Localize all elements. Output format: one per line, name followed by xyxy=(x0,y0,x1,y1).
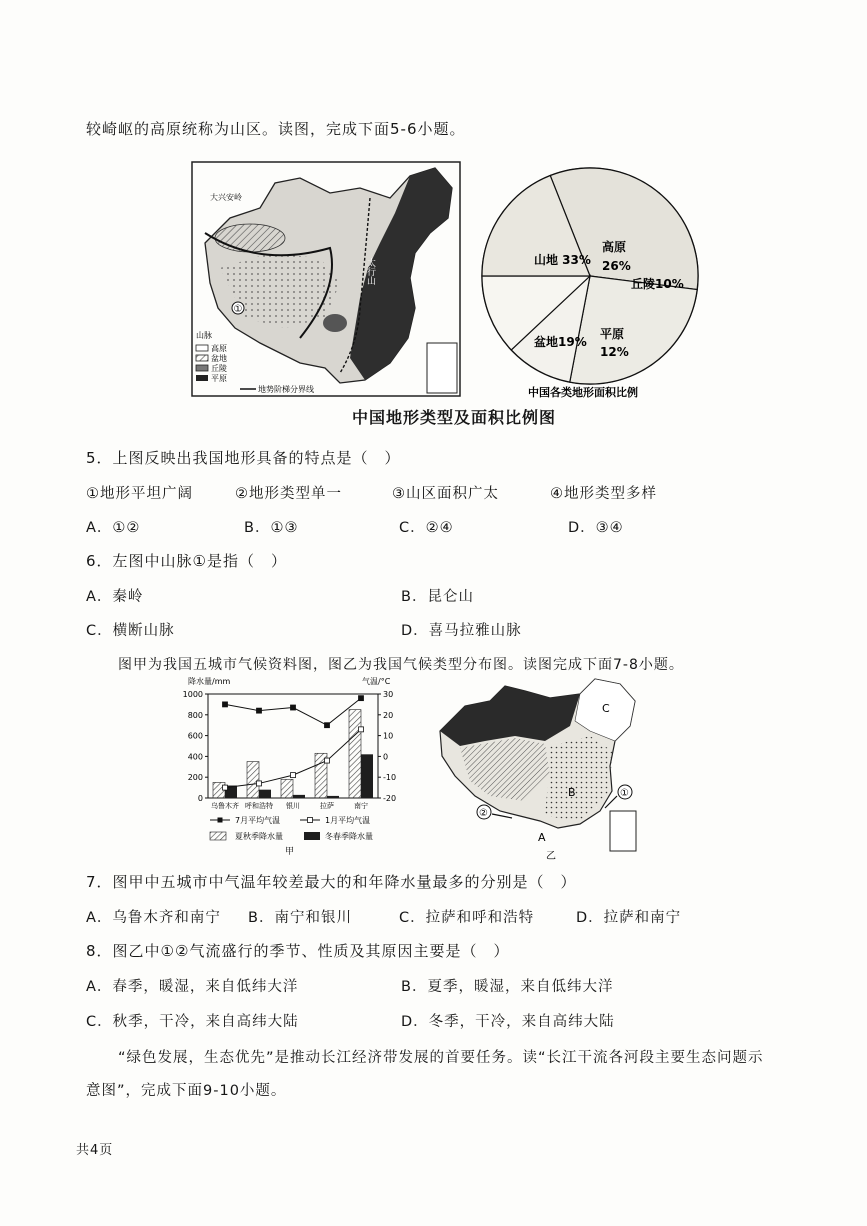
bar-winter-呼和浩特 xyxy=(259,790,271,798)
ytick-right-label: -20 xyxy=(383,794,397,803)
ytick-left-label: 1000 xyxy=(182,690,203,699)
svg-text:12%: 12% xyxy=(600,345,629,359)
map-label-range: 大兴安岭 xyxy=(210,193,242,202)
map-label-taihang: 太行山 xyxy=(365,258,375,285)
svg-text:山脉: 山脉 xyxy=(196,331,212,340)
sichuan-basin xyxy=(323,314,347,332)
q5-stem: 5．上图反映出我国地形具备的特点是（ ） xyxy=(86,449,401,467)
terrain-pie xyxy=(482,168,698,384)
svg-text:地势阶梯分界线: 地势阶梯分界线 xyxy=(258,385,314,394)
q5-option-c[interactable]: C．②④ xyxy=(399,520,454,536)
xtick-label: 银川 xyxy=(286,802,300,810)
intro3-line2: 意图”，完成下面9-10小题。 xyxy=(86,1083,287,1099)
ytick-left-label: 200 xyxy=(187,773,203,783)
ytick-right-label: 30 xyxy=(383,690,394,699)
bar-winter-南宁 xyxy=(361,754,373,798)
q5-statement-2: ②地形类型单一 xyxy=(235,486,342,502)
fig-yi-label: 乙 xyxy=(546,851,556,861)
q7-stem: 7．图甲中五城市中气温年较差最大的和年降水量最多的分别是（ ） xyxy=(86,873,577,891)
ytick-left-label: 800 xyxy=(187,710,203,720)
q6-option-c[interactable]: C．横断山脉 xyxy=(86,623,175,639)
intro-text: 较崎岖的高原统称为山区。读图，完成下面5-6小题。 xyxy=(86,120,466,138)
q8-option-b[interactable]: B．夏季，暖湿，来自低纬大洋 xyxy=(401,979,614,995)
point-7月平均气温 xyxy=(291,705,296,710)
svg-text:平原: 平原 xyxy=(600,327,625,341)
point-7月平均气温 xyxy=(359,696,364,701)
q7-option-a[interactable]: A．乌鲁木齐和南宁 xyxy=(86,910,221,926)
point-1月平均气温 xyxy=(223,785,228,790)
q8-option-a[interactable]: A．春季，暖湿，来自低纬大洋 xyxy=(86,979,299,995)
svg-text:高原: 高原 xyxy=(211,344,227,353)
climate-chart xyxy=(180,676,410,856)
q7-option-d[interactable]: D．拉萨和南宁 xyxy=(576,910,682,926)
svg-text:26%: 26% xyxy=(602,259,631,273)
bar-winter-拉萨 xyxy=(327,796,339,798)
q5-statement-3: ③山区面积广太 xyxy=(392,486,499,502)
q6-stem: 6．左图中山脉①是指（ ） xyxy=(86,552,287,570)
line-7月平均气温 xyxy=(225,698,361,725)
ytick-left-label: 400 xyxy=(187,752,203,762)
ytick-right-label: 10 xyxy=(383,731,394,741)
map-label-c: C xyxy=(602,702,610,715)
xtick-label: 呼和浩特 xyxy=(245,802,273,810)
chart-legend xyxy=(210,815,373,841)
q5-statement-1: ①地形平坦广阔 xyxy=(86,486,193,502)
south-sea-inset xyxy=(427,343,457,393)
map-marker-1b: ① xyxy=(620,788,629,799)
figure1-caption: 中国地形类型及面积比例图 xyxy=(352,408,557,427)
y-left-title: 降水量/mm xyxy=(188,677,231,686)
ytick-right-label: 0 xyxy=(383,752,389,762)
terrain-figure xyxy=(190,158,710,418)
q5-option-b[interactable]: B．①③ xyxy=(244,520,299,536)
point-7月平均气温 xyxy=(223,702,228,707)
legend-winter-rain: 冬春季降水量 xyxy=(325,832,373,841)
q8-stem: 8．图乙中①②气流盛行的季节、性质及其原因主要是（ ） xyxy=(86,942,510,960)
y-right-title: 气温/°C xyxy=(362,677,391,686)
xtick-label: 拉萨 xyxy=(320,802,334,810)
q5-statement-4: ④地形类型多样 xyxy=(550,486,657,502)
point-7月平均气温 xyxy=(257,708,262,713)
pie-label-basin: 盆地19% xyxy=(534,335,587,349)
q7-option-c[interactable]: C．拉萨和呼和浩特 xyxy=(399,910,535,926)
q5-option-d[interactable]: D．③④ xyxy=(568,520,624,536)
ytick-right-label: 20 xyxy=(383,710,394,720)
pie-slice-高原 xyxy=(570,276,697,384)
q5-option-a[interactable]: A．①② xyxy=(86,520,141,536)
bar-winter-银川 xyxy=(293,795,305,798)
climate-map xyxy=(430,676,645,861)
tarim-basin xyxy=(215,224,285,252)
q8-option-c[interactable]: C．秋季，干冷，来自高纬大陆 xyxy=(86,1014,299,1030)
bar-summer-南宁 xyxy=(349,710,361,798)
svg-text:盆地: 盆地 xyxy=(211,354,227,363)
ytick-left-label: 0 xyxy=(197,794,203,803)
fig-jia-label: 甲 xyxy=(285,847,295,856)
svg-text:平原: 平原 xyxy=(211,374,227,383)
point-1月平均气温 xyxy=(291,773,296,778)
ytick-right-label: -10 xyxy=(383,773,397,783)
xtick-label: 南宁 xyxy=(354,802,368,810)
point-1月平均气温 xyxy=(359,727,364,732)
pie-caption: 中国各类地形面积比例 xyxy=(528,386,638,399)
intro3-line1: “绿色发展，生态优先”是推动长江经济带发展的首要任务。读“长江干流各河段主要生态问题示 xyxy=(118,1050,764,1066)
legend-july: 7月平均气温 xyxy=(235,816,281,825)
point-7月平均气温 xyxy=(325,723,330,728)
q6-option-d[interactable]: D．喜马拉雅山脉 xyxy=(401,623,522,639)
q8-option-d[interactable]: D．冬季，干冷，来自高纬大陆 xyxy=(401,1014,615,1030)
q6-option-a[interactable]: A．秦岭 xyxy=(86,589,144,605)
map-marker-2: ② xyxy=(479,808,488,819)
legend-summer-rain: 夏秋季降水量 xyxy=(235,832,283,841)
point-1月平均气温 xyxy=(325,758,330,763)
q6-option-b[interactable]: B．昆仑山 xyxy=(401,589,474,605)
q7-option-b[interactable]: B．南宁和银川 xyxy=(248,910,352,926)
line-1月平均气温 xyxy=(225,729,361,787)
svg-text:高原: 高原 xyxy=(602,240,627,254)
page-footer: 共4页 xyxy=(76,1143,114,1158)
legend-jan: 1月平均气温 xyxy=(325,816,371,825)
svg-text:丘陵: 丘陵 xyxy=(211,364,227,373)
map-marker-1: ① xyxy=(233,304,243,315)
bar-summer-银川 xyxy=(281,779,293,798)
south-sea-inset-2 xyxy=(610,811,636,851)
ytick-left-label: 600 xyxy=(187,731,203,741)
intro2-text: 图甲为我国五城市气候资料图，图乙为我国气候类型分布图。读图完成下面7-8小题。 xyxy=(118,657,684,673)
xtick-label: 乌鲁木齐 xyxy=(211,802,239,810)
pie-label-hill: 丘陵10% xyxy=(631,277,684,291)
map-label-a: A xyxy=(538,831,546,844)
pie-label-mountain: 山地 33% xyxy=(534,253,591,267)
map-label-b: B xyxy=(568,786,576,799)
bar-summer-呼和浩特 xyxy=(247,762,259,798)
point-1月平均气温 xyxy=(257,781,262,786)
